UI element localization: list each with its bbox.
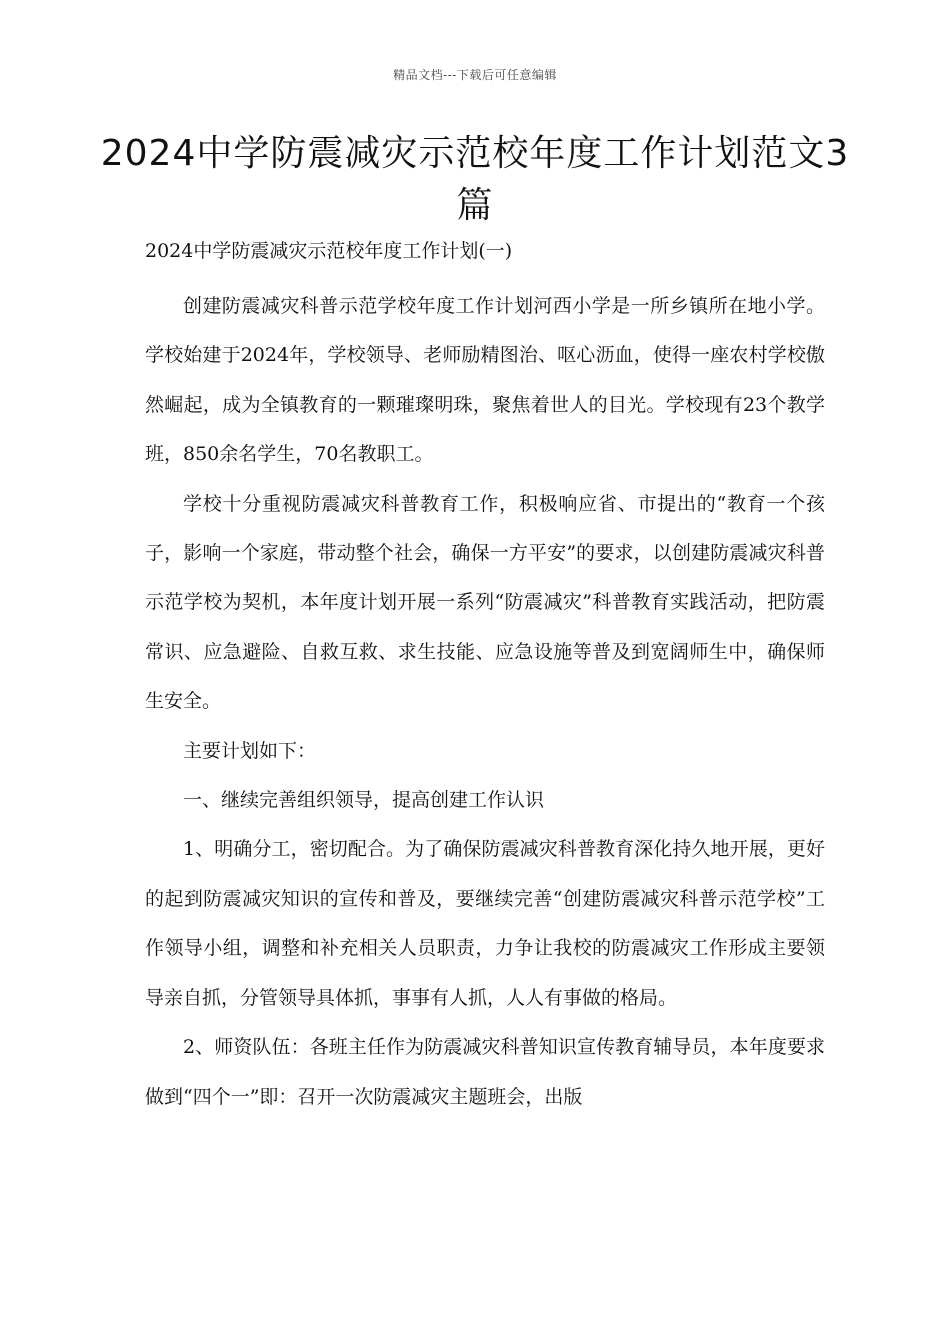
body-text	[145, 282, 825, 1122]
document-title: 2024中学防震减灾示范校年度工作计划范文3篇	[100, 133, 850, 226]
paragraph-importance: 学校十分重视防震减灾科普教育工作，积极响应省、市提出的“教育一个孩子，影响一个家庭，带动整个社会，确保一方平安”的要求，以创建防震减灾科普示范学校为契机，本年度计划开展一系列“防震减灾”科普教育实践活动，把防震常识、应急避险、自救互救、求生技能、应急设施等普及到宽阔师生中，确保师生安全。	[145, 492, 825, 713]
section-subtitle: 2024中学防震减灾示范校年度工作计划(一)	[145, 240, 513, 262]
paragraph-intro: 创建防震减灾科普示范学校年度工作计划河西小学是一所乡镇所在地小学。学校始建于2024年，学校领导、老师励精图治、呕心沥血，使得一座农村学校傲然崛起，成为全镇教育的一颗璀璨明珠，聚焦着世人的目光。学校现有23个教学班，850余名学生，70名教职工。	[145, 295, 825, 466]
header-note: 精品文档---下载后可任意编辑	[393, 68, 557, 82]
paragraph-item-one: 1、明确分工，密切配合。为了确保防震减灾科普教育深化持久地开展，更好的起到防震减灾知识的宣传和普及，要继续完善“创建防震减灾科普示范学校”工作领导小组，调整和补充相关人员职责，力争让我校的防震减灾工作形成主要领导亲自抓，分管领导具体抓，事事有人抓，人人有事做的格局。	[145, 838, 825, 1009]
paragraph-heading-one: 一、继续完善组织领导，提高创建工作认识	[183, 789, 545, 812]
paragraph-plan-lead: 主要计划如下：	[183, 739, 317, 762]
paragraph-item-two: 2、师资队伍：各班主任作为防震减灾科普知识宣传教育辅导员，本年度要求做到“四个一”即：召开一次防震减灾主题班会，出版	[145, 1036, 825, 1108]
